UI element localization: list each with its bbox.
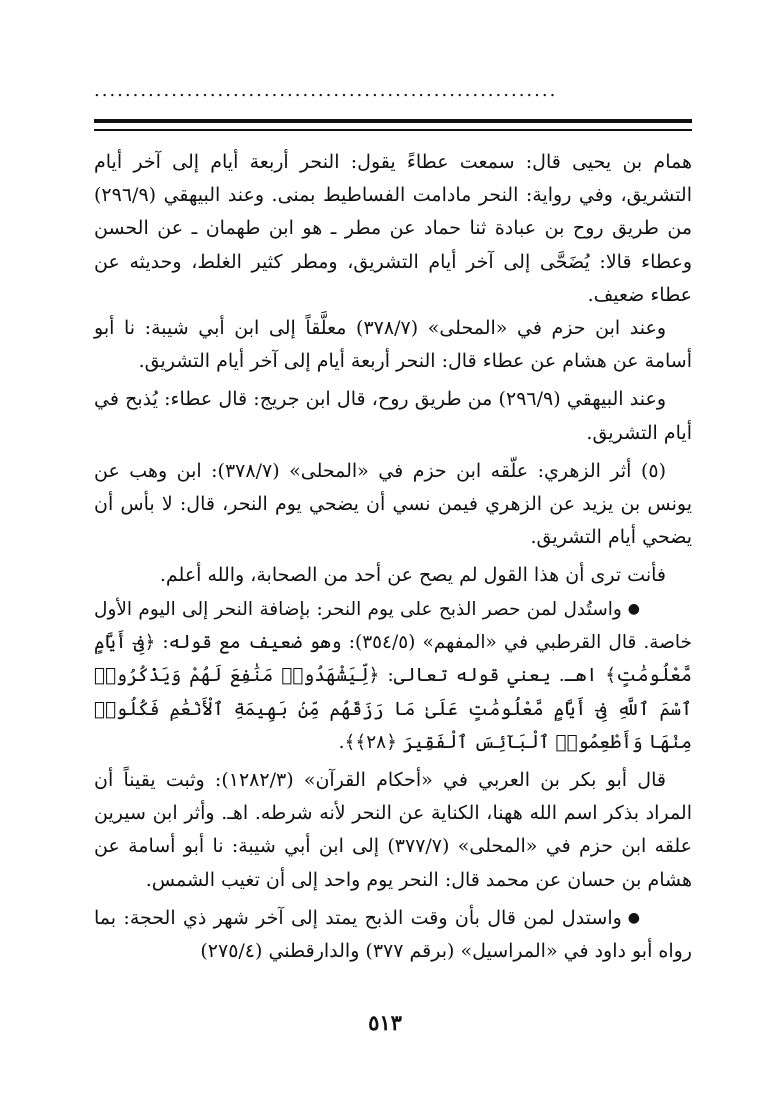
running-header-dots: ............................................................ [94,84,558,98]
paragraph-bullet [94,593,692,759]
header-rule-thin [94,129,692,131]
page-body [94,146,692,969]
paragraph-text: واستدل لمن قال بأن وقت الذبح يمتد إلى آخر شهر ذي الحجة: بما رواه أبو داود في «المراسيل» (برقم ٣٧٧) والدارقطني (٢٧٥/٤) [94,906,692,963]
paragraph: فأنت ترى أن هذا القول لم يصح عن أحد من الصحابة، والله أعلم. [159,564,666,587]
bullet-icon: ● [627,601,640,618]
paragraph: وعند البيهقي (٢٩٦/٩) من طريق روح، قال ابن جريج: قال عطاء: يُذبح في أيام التشريق. [94,388,692,444]
header-rule-thick [94,119,692,123]
paragraph: همام بن يحيى قال: سمعت عطاءً يقول: النحر أربعة أيام إلى آخر أيام التشريق، وفي رواية: النحر مادامت الفساطيط بمنى. وعند البيهقي (٢٩٦/٩) من طريق روح بن عبادة ثنا حماد عن مطر ـ هو ابن طهمان ـ عن الحسن وعطاء قالا: يُضَحَّى إلى آخر أيام التشريق، ومطر كثير الغلط، وحديثه عن عطاء ضعيف. [94,151,692,306]
paragraph: وعند ابن حزم في «المحلى» (٣٧٨/٧) معلَّقاً إلى ابن أبي شيبة: نا أبو أسامة عن هشام عن عطاء قال: النحر أربعة أيام إلى آخر أيام التشريق. [94,317,692,373]
paragraph-text: واستُدل لمن حصر الذبح على يوم النحر: بإضافة النحر إلى اليوم الأول خاصة. قال القرطبي في «المفهم» (٣٥٤/٥): وهو ضعيف مع قوله: ﴿فِىٓ أَيَّامٍ مَّعْلُومَٰتٍ﴾ اهـ. يعني قوله تعالى: ﴿لِّيَشْهَدُوا۟ مَنَٰفِعَ لَهُمْ وَيَذْكُرُوا۟ ٱسْمَ ٱللَّهِ فِىٓ أَيَّامٍ مَّعْلُومَٰتٍ عَلَىٰ مَا رَزَقَهُم مِّنۢ بَهِيمَةِ ٱلْأَنْعَٰمِ فَكُلُوا۟ مِنْهَا وَأَطْعِمُوا۟ ٱلْبَآئِسَ ٱلْفَقِيرَ ﴿٢٨﴾﴾. [94,598,692,753]
bullet-icon: ● [627,910,640,927]
page-number: ٥١٣ [368,1010,402,1035]
paragraph: قال أبو بكر بن العربي في «أحكام القرآن» (١٢٨٢/٣): وثبت يقيناً أن المراد بذكر اسم الله ههنا، الكناية عن النحر لأنه شرطه. اهـ. وأثر ابن سيرين علقه ابن حزم في «المحلى» (٣٧٧/٧) إلى ابن أبي شيبة: نا أبو أسامة عن هشام بن حسان عن محمد قال: النحر يوم واحد إلى أن تغيب الشمس. [94,769,693,891]
paragraph: (٥) أثر الزهري: علّقه ابن حزم في «المحلى» (٣٧٨/٧): ابن وهب عن يونس بن يزيد عن الزهري فيمن نسي أن يضحي يوم النحر، قال: لا بأس أن يضحي أيام التشريق. [94,459,692,549]
paragraph-bullet [94,902,692,969]
